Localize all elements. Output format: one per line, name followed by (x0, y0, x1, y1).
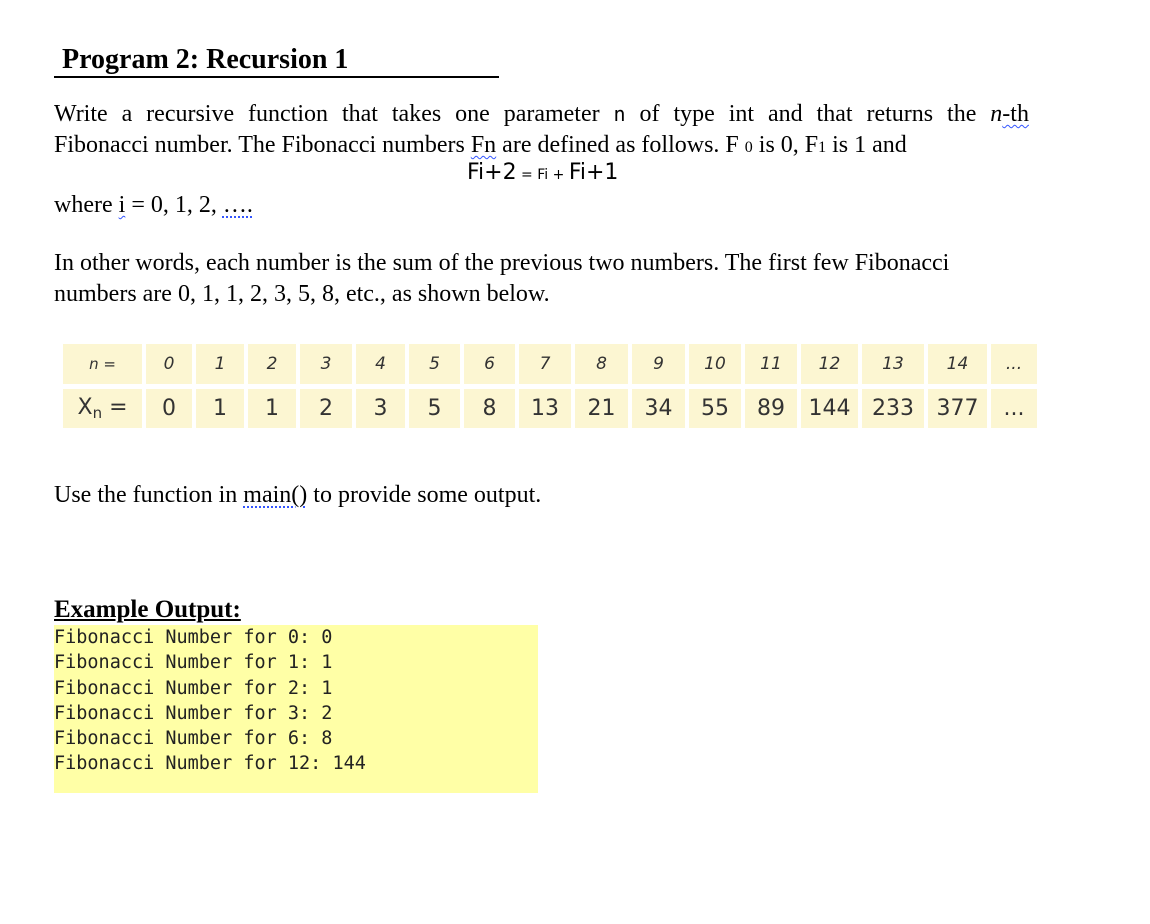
word: parameter (503, 101, 600, 127)
n-cell: 8 (575, 344, 632, 389)
x-cell: 377 (928, 389, 991, 428)
word: recursive (146, 101, 235, 127)
word: and (767, 101, 803, 127)
word: returns (866, 101, 934, 127)
x-cell: 233 (862, 389, 928, 428)
intro-paragraph (54, 99, 1029, 163)
x-cell: 3 (356, 389, 409, 428)
word: a (121, 101, 133, 127)
example-output-heading: Example Output: (54, 596, 241, 623)
n-cell: 1 (196, 344, 248, 389)
word: the (947, 101, 977, 127)
usage-line: Use the function in main() to provide some output. (54, 482, 542, 508)
word: takes (391, 101, 442, 127)
x-cell: 89 (745, 389, 801, 428)
n-cell: 13 (862, 344, 928, 389)
x-cell: 144 (801, 389, 862, 428)
word: function (248, 101, 329, 127)
word: that (816, 101, 853, 127)
x-cell: 1 (248, 389, 300, 428)
n-cell: 7 (519, 344, 575, 389)
n-cell: 10 (689, 344, 745, 389)
n-cell: 5 (409, 344, 464, 389)
table-row-x (63, 389, 1037, 428)
nth-word: n-th (990, 101, 1029, 127)
code-param-n: n (613, 102, 626, 126)
x-cell: 1 (196, 389, 248, 428)
n-cell: 12 (801, 344, 862, 389)
n-cell: 3 (300, 344, 356, 389)
n-cell: 11 (745, 344, 801, 389)
explanation-line-1: In other words, each number is the sum of the previous two numbers. The first few Fibonacci (54, 250, 950, 276)
explanation-line-2: numbers are 0, 1, 1, 2, 3, 5, 8, etc., as shown below. (54, 281, 550, 307)
output-line: Fibonacci Number for 2: 1 (54, 677, 333, 699)
fn-symbol: Fn (470, 132, 497, 158)
x-label: Xn = (63, 389, 146, 428)
x-cell: 2 (300, 389, 356, 428)
x-cell: 13 (519, 389, 575, 428)
intro-line-1 (54, 99, 1029, 130)
output-line: Fibonacci Number for 12: 144 (54, 753, 366, 775)
table-row-n (63, 344, 1037, 389)
word: int (728, 101, 755, 127)
word: one (455, 101, 490, 127)
n-cell: 6 (464, 344, 519, 389)
n-cell: 4 (356, 344, 409, 389)
where-line: where i = 0, 1, 2, …. (54, 192, 253, 218)
x-cell: ... (991, 389, 1037, 428)
word: Write (54, 101, 108, 127)
word: type (673, 101, 715, 127)
fibonacci-table (63, 344, 1037, 428)
x-cell: 34 (632, 389, 689, 428)
n-cell: ... (991, 344, 1037, 389)
example-output-box (54, 625, 538, 793)
intro-line-2: Fibonacci number. The Fibonacci numbers Fn are defined as follows. F 0 is 0, F1 is 1 and (54, 132, 907, 158)
recurrence-formula: Fi+2 = Fi + Fi+1 (467, 160, 619, 185)
n-cell: 9 (632, 344, 689, 389)
word: that (341, 101, 378, 127)
word: of (639, 101, 660, 127)
n-cell: 14 (928, 344, 991, 389)
output-line: Fibonacci Number for 0: 0 (54, 627, 333, 648)
n-cell: 0 (146, 344, 196, 389)
x-cell: 0 (146, 389, 196, 428)
x-cell: 55 (689, 389, 745, 428)
n-cell: 2 (248, 344, 300, 389)
main-function-ref: main() (243, 482, 308, 508)
output-line: Fibonacci Number for 3: 2 (54, 702, 333, 724)
x-cell: 21 (575, 389, 632, 428)
output-line: Fibonacci Number for 1: 1 (54, 652, 333, 674)
output-line: Fibonacci Number for 6: 8 (54, 728, 333, 750)
explanation-paragraph (54, 248, 949, 310)
n-label: n = (63, 344, 146, 389)
x-cell: 5 (409, 389, 464, 428)
x-cell: 8 (464, 389, 519, 428)
page-title: Program 2: Recursion 1 (54, 44, 499, 78)
